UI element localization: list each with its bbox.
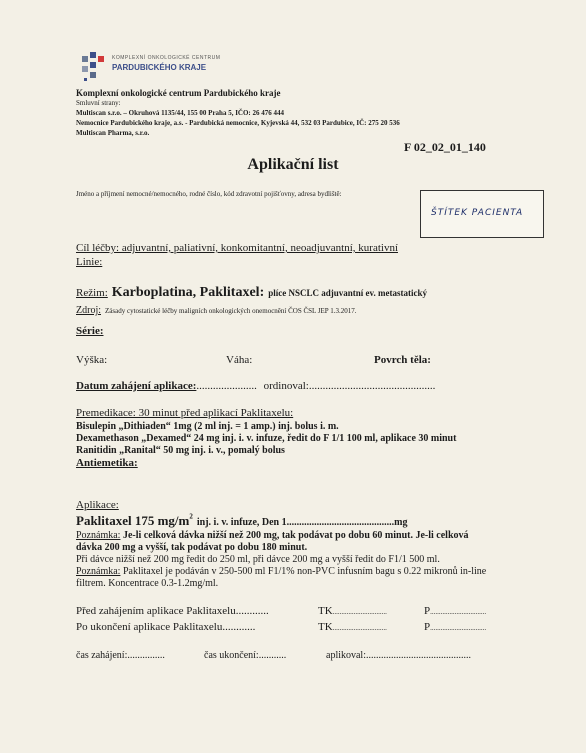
p-before-field[interactable]: ................................ <box>430 608 487 616</box>
applied-by-row <box>326 650 471 661</box>
note-1-c: Při dávce nižší než 200 mg ředit do 250 ml, při dávce 200 mg a vyšší ředit do F1/1 500 ml. <box>76 554 440 565</box>
party-2: Nemocnice Pardubického kraje, a.s. - Pardubická nemocnice, Kyjevská 44, 532 03 Pardubice, IČ: 275 20 536 <box>76 119 400 127</box>
regime-name: Karboplatina, Paklitaxel: <box>111 285 265 300</box>
premed-line-2: Dexamethason „Dexamed“ 24 mg inj. i. v. infuze, ředit do F 1/1 100 ml, aplikace 30 minut <box>76 433 457 444</box>
patient-label: Jméno a příjmení nemocné/nemocného, rodné číslo, kód zdravotní pojišťovny, adresa bydliště: <box>76 190 342 198</box>
source-row <box>76 300 356 318</box>
note-1-a: Je-li celková dávka nižší než 200 mg, tak podávat po dobu 60 minut. Je-li celková <box>122 530 469 541</box>
series-label: Série: <box>76 325 104 337</box>
start-date-row <box>76 380 435 392</box>
line-label: Linie: <box>76 256 103 268</box>
premedication-label: Premedikace: 30 minut před aplikací Paklitaxelu: <box>76 407 294 419</box>
tk-after-field[interactable]: ............................... <box>332 624 387 632</box>
source-text: Zásady cytostatické léčby maligních onkologických onemocnění ČOS ČSL JEP 1.3.2017. <box>105 307 357 315</box>
party-1: Multiscan s.r.o. – Okruhová 1135/44, 155 00 Praha 5, IČO: 26 476 444 <box>76 109 285 117</box>
start-date-label: Datum zahájení aplikace: <box>76 380 197 392</box>
vitals-before-text: Před zahájením aplikace Paklitaxelu <box>76 605 236 617</box>
height-label: Výška: <box>76 354 108 366</box>
note-2-b: filtrem. Koncentrace 0.3-1.2mg/ml. <box>76 578 219 589</box>
application-label: Aplikace: <box>76 499 119 511</box>
ordinated-field[interactable]: .............................................. <box>308 380 436 392</box>
regime-row <box>76 283 427 301</box>
vitals-after-label <box>76 621 255 633</box>
vitals-after-text: Po ukončení aplikace Paklitaxelu <box>76 621 223 633</box>
patient-sticker-box[interactable] <box>420 190 544 238</box>
note-2-label: Poznámka: <box>76 566 121 577</box>
regime-label: Režim: <box>76 287 108 299</box>
note-1-label: Poznámka: <box>76 530 121 541</box>
note-2-row <box>76 566 486 577</box>
start-time-field[interactable]: ............... <box>127 650 165 661</box>
p-before-row <box>424 605 486 617</box>
drug-route: inj. i. v. infuze, Den 1 <box>196 517 287 528</box>
note-1-row <box>76 530 469 541</box>
bsa-label: Povrch těla: <box>374 354 431 366</box>
tk-before-row <box>318 605 387 617</box>
antiemetics-label: Antiemetika: <box>76 457 138 469</box>
application-row <box>76 512 407 530</box>
dose-field[interactable]: ........................................... <box>286 517 395 528</box>
start-time-label: čas zahájení: <box>76 650 128 661</box>
therapy-goal: Cíl léčby: adjuvantní, paliativní, konkomitantní, neoadjuvantní, kurativní <box>76 242 398 254</box>
logo-line1: KOMPLEXNÍ ONKOLOGICKÉ CENTRUM <box>112 55 221 61</box>
parties-label: Smluvní strany: <box>76 99 121 107</box>
tk-after-row <box>318 621 387 633</box>
p-after-row <box>424 621 486 633</box>
applied-by-field[interactable]: .......................................... <box>366 650 471 661</box>
vitals-after-dots: ............ <box>222 621 256 633</box>
institution-name: Komplexní onkologické centrum Pardubického kraje <box>76 88 281 98</box>
form-code: F 02_02_01_140 <box>404 140 486 154</box>
p-before-label: P <box>424 605 431 617</box>
regime-description: plíce NSCLC adjuvantní ev. metastatický <box>268 288 427 298</box>
document-title: Aplikační list <box>247 156 339 173</box>
logo-line2: PARDUBICKÉHO KRAJE <box>112 63 207 72</box>
dose-unit: mg <box>394 517 408 528</box>
tk-before-field[interactable]: ............................... <box>332 608 387 616</box>
start-time-row <box>76 650 165 661</box>
drug-dose-sup: 2 <box>189 512 193 521</box>
start-date-field[interactable]: ...................... <box>196 380 257 392</box>
end-time-label: čas ukončení: <box>204 650 259 661</box>
logo-icon <box>80 50 106 84</box>
note-1-b: dávka 200 mg a vyšší, tak podávat po dobu 180 minut. <box>76 542 308 553</box>
note-2-a: Paklitaxel je podáván v 250-500 ml F1/1% non-PVC infusním bagu s 0.22 mikronů in-line <box>122 566 487 577</box>
premed-line-1: Bisulepin „Dithiaden“ 1mg (2 ml inj. = 1 amp.) inj. bolus i. m. <box>76 421 339 432</box>
p-after-label: P <box>424 621 431 633</box>
end-time-row <box>204 650 286 661</box>
premed-line-3: Ranitidin „Ranital“ 50 mg inj. i. v., pomalý bolus <box>76 445 285 456</box>
sticker-text: ŠTÍTEK PACIENTA <box>431 208 524 218</box>
end-time-field[interactable]: ........... <box>258 650 287 661</box>
weight-label: Váha: <box>226 354 253 366</box>
drug-dose: Paklitaxel 175 mg/m <box>76 513 190 528</box>
applied-by-label: aplikoval: <box>326 650 366 661</box>
ordinated-label: ordinoval: <box>263 380 309 392</box>
vitals-before-dots: ............ <box>235 605 269 617</box>
p-after-field[interactable]: ................................ <box>430 624 487 632</box>
party-3: Multiscan Pharma, s.r.o. <box>76 129 150 137</box>
tk-before-label: TK <box>318 605 333 617</box>
source-label: Zdroj: <box>76 305 101 316</box>
vitals-before-label <box>76 605 269 617</box>
tk-after-label: TK <box>318 621 333 633</box>
